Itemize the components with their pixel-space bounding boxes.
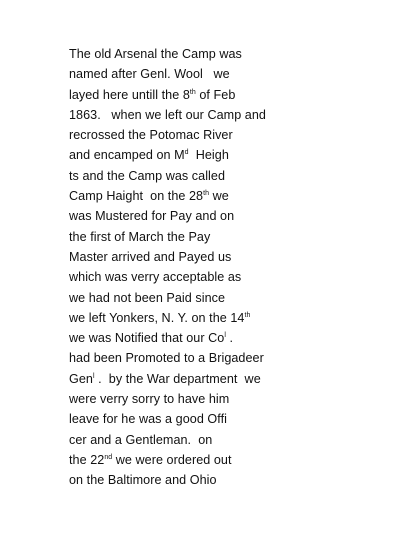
text-line	[69, 227, 389, 247]
line-text: layed here untill the 8	[69, 87, 190, 102]
line-text: named after Genl. Wool we	[69, 67, 230, 82]
text-line	[69, 186, 389, 206]
line-text: Master arrived and Payed us	[69, 249, 232, 264]
superscript-text: d	[184, 149, 189, 157]
line-text: we had not been Paid since	[69, 290, 226, 305]
line-text: the 22	[69, 452, 105, 467]
text-line	[69, 125, 389, 145]
superscript-text: l	[92, 372, 95, 380]
line-text: on the Baltimore and Ohio	[69, 473, 217, 488]
text-line	[69, 328, 389, 348]
line-text: 1863. when we left our Camp and	[69, 107, 266, 122]
superscript-text: th	[189, 88, 196, 96]
line-text: which was verry acceptable as	[69, 270, 242, 285]
line-text: we left Yonkers, N. Y. on the 14	[69, 310, 245, 325]
line-text: and encamped on M	[69, 148, 185, 163]
line-text: ts and the Camp was called	[69, 168, 226, 183]
transcription-text	[69, 44, 389, 491]
line-text: Heigh	[188, 148, 229, 163]
text-line	[69, 389, 389, 409]
text-line	[69, 288, 389, 308]
text-line	[69, 145, 389, 165]
line-text: the first of March the Pay	[69, 229, 211, 244]
text-line	[69, 85, 389, 105]
line-text: The old Arsenal the Camp was	[69, 47, 242, 61]
text-line	[69, 348, 389, 368]
text-line	[69, 166, 389, 186]
text-line	[69, 450, 389, 470]
text-line	[69, 409, 389, 429]
text-line	[69, 470, 389, 490]
text-line	[69, 430, 389, 450]
line-text: . by the War department we	[94, 371, 261, 386]
text-line	[69, 206, 389, 226]
superscript-text: th	[244, 311, 251, 319]
line-text: of Feb	[195, 87, 236, 102]
line-text: .	[225, 331, 234, 346]
superscript-text: th	[203, 190, 210, 198]
line-text: was Mustered for Pay and on	[69, 209, 235, 224]
superscript-text: nd	[104, 453, 113, 461]
text-line	[69, 44, 389, 64]
text-line	[69, 369, 389, 389]
text-line	[69, 247, 389, 267]
line-text: cer and a Gentleman. on	[69, 432, 213, 447]
line-text: we were ordered out	[112, 452, 232, 467]
line-text: Gen	[69, 371, 93, 386]
line-text: recrossed the Potomac River	[69, 128, 233, 143]
text-line	[69, 308, 389, 328]
line-text: Camp Haight on the 28	[69, 189, 204, 204]
line-text: were verry sorry to have him	[69, 392, 230, 407]
text-line	[69, 64, 389, 84]
superscript-text: l	[224, 332, 226, 340]
line-text: had been Promoted to a Brigadeer	[69, 351, 264, 366]
line-text: leave for he was a good Offi	[69, 412, 227, 427]
line-text: we was Notified that our Co	[69, 331, 225, 346]
text-line	[69, 105, 389, 125]
text-line	[69, 267, 389, 287]
line-text: we	[209, 189, 229, 204]
